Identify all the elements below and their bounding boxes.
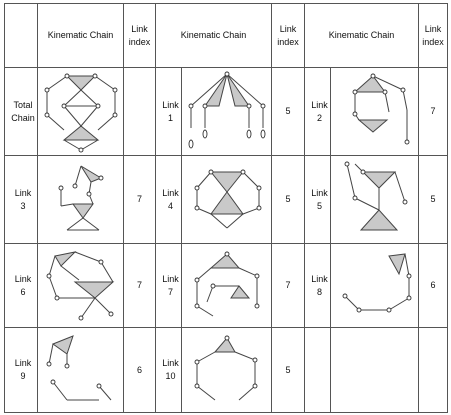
link-index-link-1: 5 [272, 68, 305, 156]
header-kinematic-chain-1: Kinematic Chain [38, 4, 124, 68]
figure-link-10 [182, 328, 272, 413]
figure-link-6 [38, 244, 124, 328]
link-index-link-6: 7 [124, 244, 156, 328]
figure-link-8 [331, 244, 419, 328]
link-index-link-2: 7 [419, 68, 448, 156]
link-index-link-5: 5 [419, 156, 448, 244]
figure-link-3 [38, 156, 124, 244]
figure-link-5 [331, 156, 419, 244]
table-row [5, 328, 448, 413]
figure-link-4 [182, 156, 272, 244]
link-index-link-10: 5 [272, 328, 305, 413]
link-index-total-chain [124, 68, 156, 156]
kinematic-chain-table [4, 3, 448, 413]
link-index-link-7: 7 [272, 244, 305, 328]
header-link-index-2: Link index [272, 4, 305, 68]
figure-link-9 [38, 328, 124, 413]
figure-link-1 [182, 68, 272, 156]
link-index-link-4: 5 [272, 156, 305, 244]
row-label-link-8: Link 8 [305, 244, 331, 328]
header-kinematic-chain-3: Kinematic Chain [305, 4, 419, 68]
row-label-link-3: Link 3 [5, 156, 38, 244]
row-label-link-1: Link 1 [156, 68, 182, 156]
row-label-link-4: Link 4 [156, 156, 182, 244]
link-index-link-3: 7 [124, 156, 156, 244]
header-link-index-3: Link index [419, 4, 448, 68]
table-row [5, 244, 448, 328]
link-index-link-9: 6 [124, 328, 156, 413]
figure-empty [331, 328, 419, 413]
header-row [5, 4, 448, 68]
row-label-link-9: Link 9 [5, 328, 38, 413]
row-label-link-5: Link 5 [305, 156, 331, 244]
header-blank [5, 4, 38, 68]
figure-link-7 [182, 244, 272, 328]
row-label-empty [305, 328, 331, 413]
header-kinematic-chain-2: Kinematic Chain [156, 4, 272, 68]
kinematic-chain-table-container [4, 3, 447, 412]
row-label-total-chain: Total Chain [5, 68, 38, 156]
figure-link-2 [331, 68, 419, 156]
row-label-link-6: Link 6 [5, 244, 38, 328]
link-index-empty [419, 328, 448, 413]
header-link-index-1: Link index [124, 4, 156, 68]
table-row [5, 68, 448, 156]
row-label-link-10: Link 10 [156, 328, 182, 413]
row-label-link-2: Link 2 [305, 68, 331, 156]
figure-total-chain [38, 68, 124, 156]
table-row [5, 156, 448, 244]
row-label-link-7: Link 7 [156, 244, 182, 328]
link-index-link-8: 6 [419, 244, 448, 328]
